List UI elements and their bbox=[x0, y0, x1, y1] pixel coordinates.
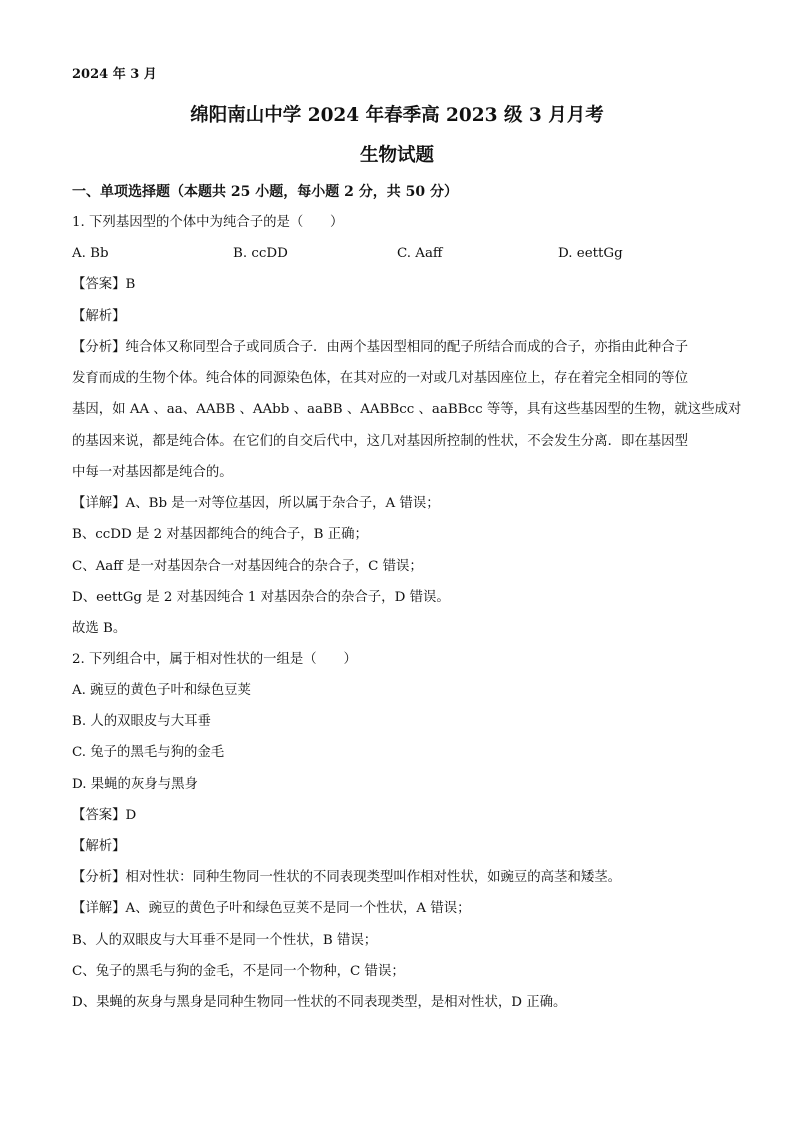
exam-date: 2024 年 3 月 bbox=[72, 67, 157, 82]
q2-xiangjie-line: B、人的双眼皮与大耳垂不是同一个性状，B 错误； bbox=[72, 933, 378, 948]
q2-analysis-label: 【解析】 bbox=[72, 839, 126, 854]
q1-fenxi-line: 中每一对基因都是纯合的。 bbox=[72, 465, 233, 480]
q1-xiangjie-line: D、eettGg 是 2 对基因纯合 1 对基因杂合的杂合子，D 错误。 bbox=[72, 590, 450, 605]
q2-option-a: A. 豌豆的黄色子叶和绿色豆荚 bbox=[72, 683, 251, 698]
q2-stem: 2. 下列组合中，属于相对性状的一组是（ ） bbox=[72, 652, 357, 667]
q1-stem: 1. 下列基因型的个体中为纯合子的是（ ） bbox=[72, 215, 344, 230]
q2-option-d: D. 果蝇的灰身与黑身 bbox=[72, 777, 198, 792]
exam-title: 绵阳南山中学 2024 年春季高 2023 级 3 月月考 bbox=[190, 105, 604, 126]
q2-option-b: B. 人的双眼皮与大耳垂 bbox=[72, 714, 211, 729]
q1-option-b: B. ccDD bbox=[233, 246, 288, 261]
q1-fenxi-line: 发育而成的生物个体。纯合体的同源染色体，在其对应的一对或几对基因座位上，存在着完全相同的等位 bbox=[72, 371, 688, 386]
exam-subject: 生物试题 bbox=[359, 145, 434, 166]
q1-fenxi-line: 的基因来说，都是纯合体。在它们的自交后代中，这几对基因所控制的性状，不会发生分离．即在基因型 bbox=[72, 434, 688, 449]
q2-xiangjie-line: D、果蝇的灰身与黑身是同种生物同一性状的不同表现类型，是相对性状，D 正确。 bbox=[72, 995, 567, 1010]
q2-fenxi: 【分析】相对性状：同种生物同一性状的不同表现类型叫作相对性状，如豌豆的高茎和矮茎。 bbox=[72, 870, 622, 885]
q2-xiangjie-line: 【详解】A、豌豆的黄色子叶和绿色豆荚不是同一个性状，A 错误； bbox=[72, 901, 471, 916]
section-heading: 一、单项选择题（本题共 25 小题，每小题 2 分，共 50 分） bbox=[72, 184, 458, 200]
q1-analysis-label: 【解析】 bbox=[72, 309, 126, 324]
q1-option-a: A. Bb bbox=[72, 246, 109, 261]
q1-xiangjie-line: C、Aaff 是一对基因杂合一对基因纯合的杂合子，C 错误； bbox=[72, 559, 423, 574]
q1-answer: 【答案】B bbox=[72, 277, 136, 292]
q1-fenxi-line: 【分析】纯合体又称同型合子或同质合子．由两个基因型相同的配子所结合而成的合子，亦指由此种合子 bbox=[72, 340, 688, 355]
q1-conclusion: 故选 B。 bbox=[72, 621, 127, 636]
q1-fenxi-line: 基因，如 AA 、aa、AABB 、AAbb 、aaBB 、AABBcc 、aaBBcc 等等，具有这些基因型的生物，就这些成对 bbox=[72, 402, 742, 417]
q2-xiangjie-line: C、兔子的黑毛与狗的金毛，不是同一个物种，C 错误； bbox=[72, 964, 405, 979]
q1-xiangjie-line: 【详解】A、Bb 是一对等位基因，所以属于杂合子，A 错误； bbox=[72, 496, 440, 511]
q1-xiangjie-line: B、ccDD 是 2 对基因都纯合的纯合子，B 正确； bbox=[72, 527, 368, 542]
q1-option-d: D. eettGg bbox=[558, 246, 623, 261]
q2-answer: 【答案】D bbox=[72, 808, 137, 823]
q2-option-c: C. 兔子的黑毛与狗的金毛 bbox=[72, 745, 225, 760]
q1-option-c: C. Aaff bbox=[397, 246, 443, 261]
